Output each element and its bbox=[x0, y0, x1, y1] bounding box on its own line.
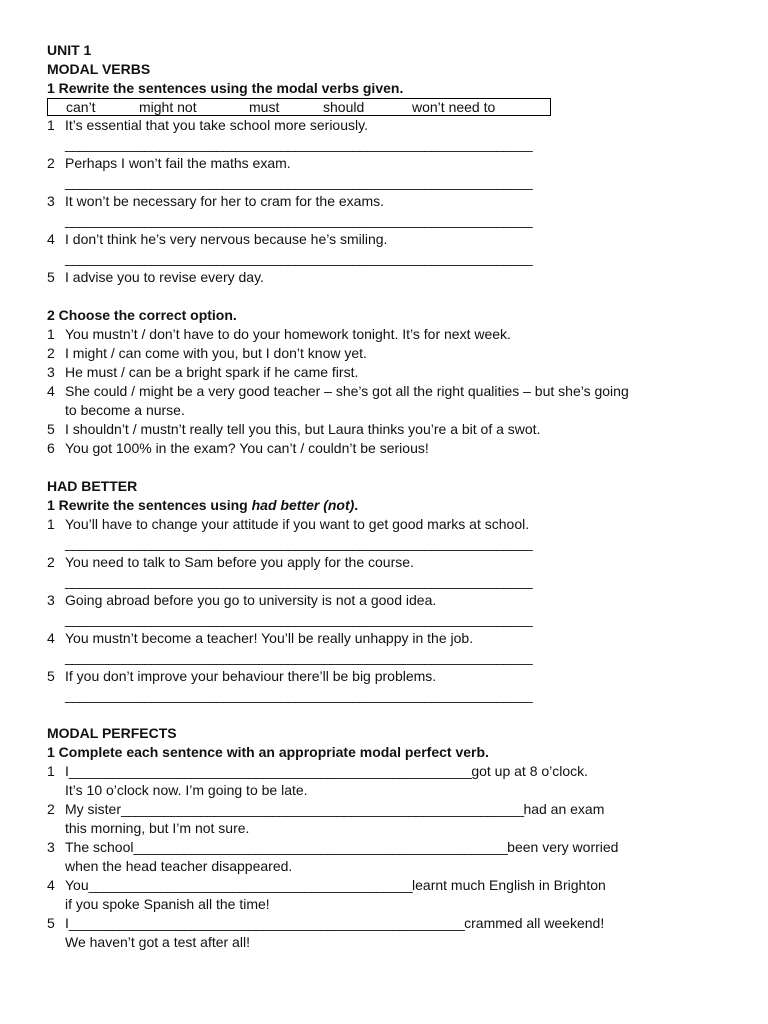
had-better-heading: HAD BETTER bbox=[47, 478, 138, 494]
exercise-item: 5 I advise you to revise every day. bbox=[47, 269, 264, 285]
exercise-item: 6 You got 100% in the exam? You can’t / couldn’t be serious! bbox=[47, 440, 429, 456]
modal-perfects-heading: MODAL PERFECTS bbox=[47, 725, 177, 741]
exercise-item-continuation: this morning, but I’m not sure. bbox=[65, 820, 250, 836]
answer-line[interactable]: _________________________________________________________________ bbox=[65, 174, 533, 190]
exercise-item: 2 Perhaps I won’t fail the maths exam. bbox=[47, 155, 291, 171]
exercise-item: 1 I ________________________________________________________ got up at 8 o’clock. bbox=[47, 763, 589, 779]
exercise-item: 5 I _______________________________________________________ crammed all weekend! bbox=[47, 915, 605, 931]
had-better-instruction: 1 Rewrite the sentences using had better (not). bbox=[47, 497, 359, 513]
answer-line[interactable]: _________________________________________________________________ bbox=[65, 649, 533, 665]
word-box-item: should bbox=[323, 99, 365, 115]
answer-line[interactable]: _________________________________________________________________ bbox=[65, 136, 533, 152]
answer-line[interactable]: _________________________________________________________________ bbox=[65, 535, 533, 551]
word-box-item: won’t need to bbox=[412, 99, 496, 115]
exercise-item: 2 You need to talk to Sam before you apply for the course. bbox=[47, 554, 414, 570]
exercise-item: 2 I might / can come with you, but I don’t know yet. bbox=[47, 345, 367, 361]
answer-line[interactable]: _________________________________________________________________ bbox=[65, 212, 533, 228]
exercise-item: 3 Going abroad before you go to university is not a good idea. bbox=[47, 592, 437, 608]
exercise-item-continuation: It’s 10 o’clock now. I’m going to be late. bbox=[65, 782, 308, 798]
fill-in-blank[interactable]: _______________________________________________________ bbox=[68, 915, 465, 931]
modal-verbs-heading: MODAL VERBS bbox=[47, 61, 151, 77]
word-box bbox=[47, 98, 551, 116]
fill-in-blank[interactable]: ________________________________________________________ bbox=[121, 801, 524, 817]
exercise-item-continuation: if you spoke Spanish all the time! bbox=[65, 896, 270, 912]
exercise-item: 3 It won’t be necessary for her to cram for the exams. bbox=[47, 193, 385, 209]
fill-in-blank[interactable]: ________________________________________________________ bbox=[68, 763, 472, 779]
exercise-item: 5 I shouldn’t / mustn’t really tell you this, but Laura thinks you’re a bit of a swot. bbox=[47, 421, 541, 437]
exercise-item: 3 The school ____________________________________________________ been very worried bbox=[47, 839, 619, 855]
exercise-2-instruction: 2 Choose the correct option. bbox=[47, 307, 237, 323]
answer-line[interactable]: _________________________________________________________________ bbox=[65, 687, 533, 703]
exercise-item: 1 You mustn’t / don’t have to do your homework tonight. It’s for next week. bbox=[47, 326, 511, 342]
word-box-item: must bbox=[249, 99, 280, 115]
exercise-item: 4 You _____________________________________________ learnt much English in Brighton bbox=[47, 877, 606, 893]
answer-line[interactable]: _________________________________________________________________ bbox=[65, 250, 533, 266]
exercise-item: 5 If you don’t improve your behaviour there’ll be big problems. bbox=[47, 668, 437, 684]
exercise-item-continuation: We haven’t got a test after all! bbox=[65, 934, 250, 950]
exercise-item: 2 My sister ________________________________________________________ had an exam bbox=[47, 801, 605, 817]
exercise-1-instruction: 1 Rewrite the sentences using the modal verbs given. bbox=[47, 80, 404, 96]
unit-heading: UNIT 1 bbox=[47, 42, 92, 58]
exercise-item: 1 It’s essential that you take school more seriously. bbox=[47, 117, 368, 133]
exercise-item-continuation: to become a nurse. bbox=[65, 402, 185, 418]
exercise-item: 4 I don’t think he’s very nervous because he’s smiling. bbox=[47, 231, 388, 247]
answer-line[interactable]: _________________________________________________________________ bbox=[65, 611, 533, 627]
worksheet bbox=[47, 41, 727, 952]
answer-line[interactable]: _________________________________________________________________ bbox=[65, 573, 533, 589]
exercise-item: 3 He must / can be a bright spark if he came first. bbox=[47, 364, 359, 380]
modal-perfects-instruction: 1 Complete each sentence with an appropriate modal perfect verb. bbox=[47, 744, 489, 760]
exercise-item: 1 You’ll have to change your attitude if you want to get good marks at school. bbox=[47, 516, 530, 532]
exercise-item: 4 You mustn’t become a teacher! You’ll be really unhappy in the job. bbox=[47, 630, 474, 646]
fill-in-blank[interactable]: ____________________________________________________ bbox=[133, 839, 508, 855]
word-box-item: might not bbox=[139, 99, 197, 115]
word-box-item: can’t bbox=[66, 99, 96, 115]
exercise-item: 4 She could / might be a very good teacher – she’s got all the right qualities – but she’s going bbox=[47, 383, 629, 399]
fill-in-blank[interactable]: _____________________________________________ bbox=[88, 877, 413, 893]
exercise-item-continuation: when the head teacher disappeared. bbox=[65, 858, 293, 874]
